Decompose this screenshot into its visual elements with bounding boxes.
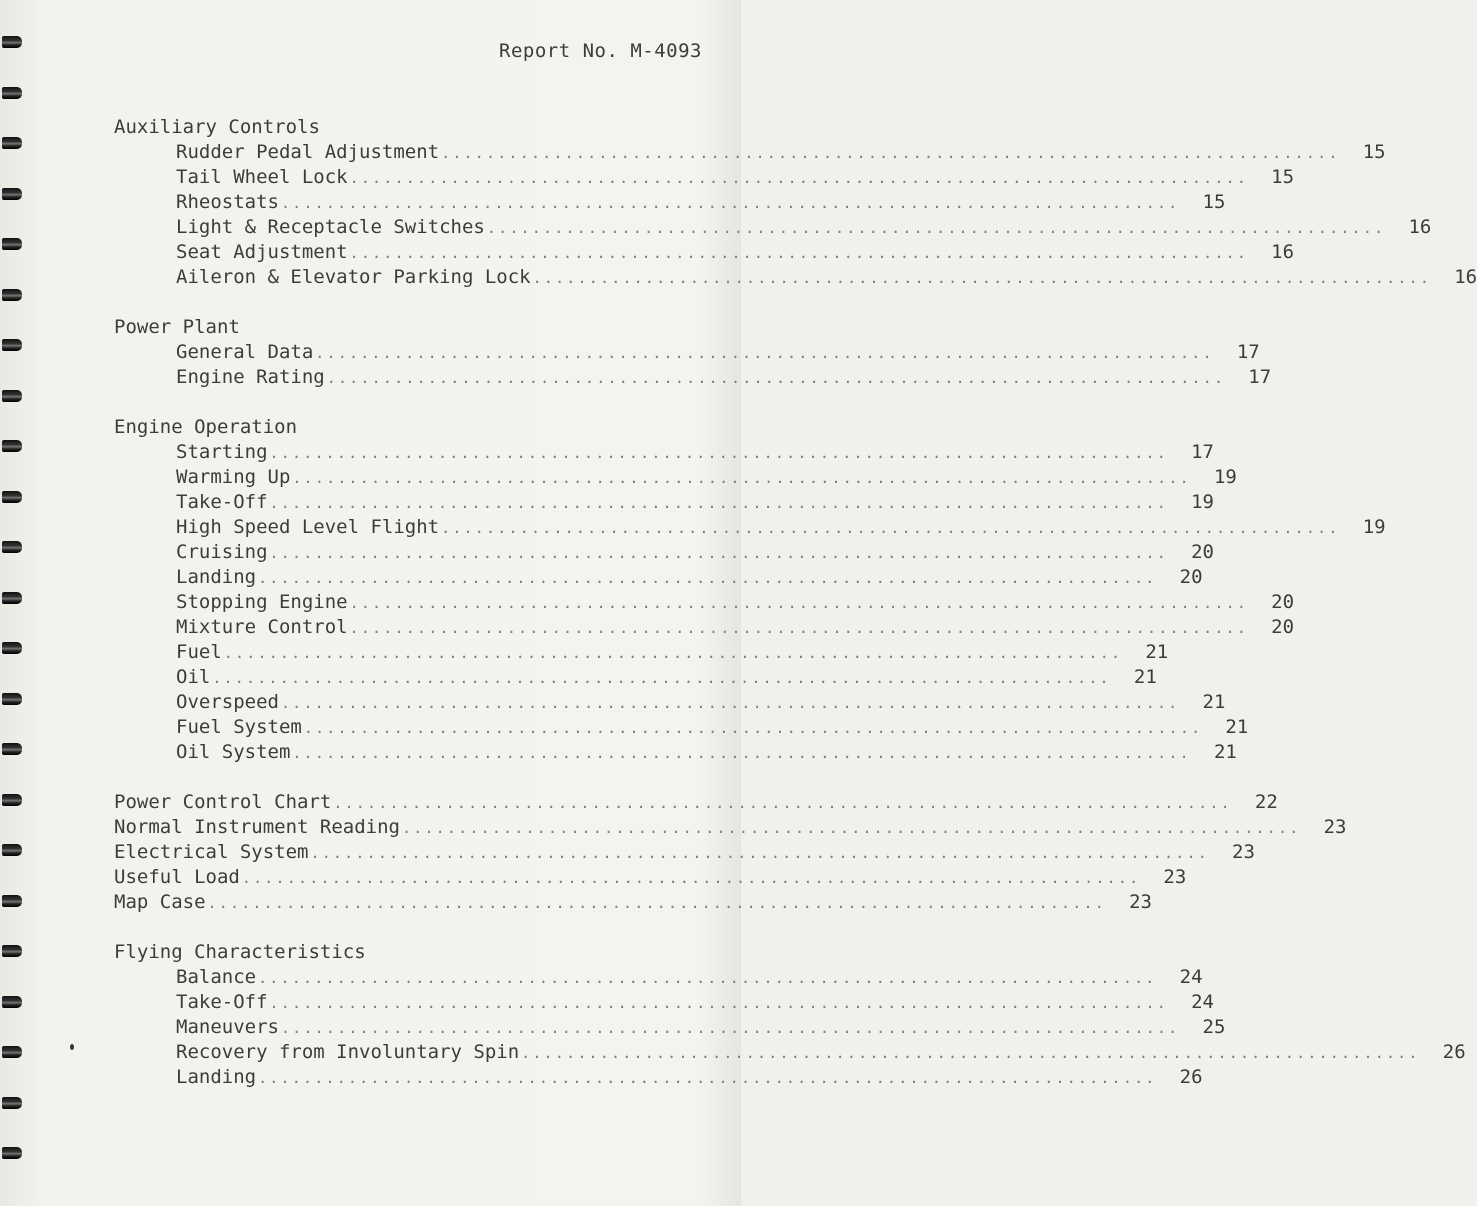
entry-title: Overspeed — [176, 691, 279, 713]
toc-entry — [114, 590, 1295, 615]
toc-section — [114, 415, 1386, 765]
binding-ring — [2, 440, 22, 452]
dot-leader: ................................................................................ — [269, 994, 1168, 1012]
entry-page-number: 20 — [1191, 541, 1214, 563]
toc-entry — [114, 715, 1249, 740]
binding-ring — [2, 844, 22, 856]
entry-title: Normal Instrument Reading — [114, 816, 400, 838]
toc-entry — [114, 340, 1260, 365]
dot-leader: ................................................................................ — [269, 444, 1168, 462]
binding-ring — [2, 693, 22, 705]
toc-entry — [114, 740, 1237, 765]
binding-ring — [2, 1147, 22, 1159]
entry-page-number: 19 — [1191, 491, 1214, 513]
entry-title: Warming Up — [176, 466, 291, 488]
entry-page-number: 16 — [1271, 241, 1295, 263]
table-of-contents — [114, 115, 1477, 1115]
binding-ring — [2, 996, 22, 1008]
toc-entry — [114, 465, 1237, 490]
binding-ring — [2, 541, 22, 553]
entry-page-number: 26 — [1179, 1066, 1203, 1088]
toc-entry — [114, 990, 1214, 1015]
dot-leader: ................................................................................ — [258, 569, 1157, 587]
entry-page-number: 17 — [1191, 441, 1214, 463]
entry-title: Light & Receptacle Switches — [176, 216, 485, 238]
binding-ring — [2, 137, 22, 149]
toc-entry — [114, 565, 1203, 590]
entry-page-number: 19 — [1213, 466, 1237, 488]
entry-page-number: 21 — [1213, 741, 1237, 763]
entry-title: Cruising — [176, 541, 268, 563]
dot-leader: ................................................................................ — [441, 519, 1340, 537]
toc-entry — [114, 540, 1214, 565]
section-heading: Flying Characteristics — [114, 941, 366, 963]
section-heading: Engine Operation — [114, 416, 298, 438]
toc-section — [114, 940, 1466, 1090]
dot-leader: ................................................................................ — [280, 194, 1180, 212]
entry-page-number: 24 — [1191, 991, 1214, 1013]
toc-entry — [114, 965, 1203, 990]
entry-title: Landing — [176, 1066, 257, 1088]
entry-page-number: 26 — [1442, 1041, 1466, 1063]
dot-leader: ................................................................................ — [258, 969, 1157, 987]
binding-ring — [2, 390, 22, 402]
entry-title: Power Control Chart — [114, 791, 332, 813]
binding-ring — [2, 339, 22, 351]
entry-title: General Data — [176, 341, 314, 363]
dot-leader: ................................................................................ — [310, 844, 1209, 862]
entry-title: Seat Adjustment — [176, 241, 348, 263]
binding-ring — [2, 1046, 22, 1058]
entry-page-number: 15 — [1202, 191, 1226, 213]
entry-page-number: 17 — [1236, 341, 1260, 363]
dot-leader: ................................................................................ — [349, 244, 1249, 262]
entry-page-number: 25 — [1202, 1016, 1226, 1038]
entry-title: Oil System — [176, 741, 291, 763]
entry-title: Landing — [176, 566, 257, 588]
entry-page-number: 20 — [1271, 616, 1295, 638]
dot-leader: ................................................................................ — [326, 369, 1226, 387]
binding-ring — [2, 592, 22, 604]
binding-ring — [2, 642, 22, 654]
dot-leader: ................................................................................ — [269, 544, 1168, 562]
dot-leader: ................................................................................ — [292, 744, 1191, 762]
entry-page-number: 21 — [1145, 641, 1169, 663]
toc-entry — [114, 440, 1214, 465]
dot-leader: ................................................................................ — [441, 144, 1340, 162]
toc-entry — [114, 515, 1386, 540]
section-heading: Auxiliary Controls — [114, 116, 320, 138]
entry-title: Recovery from Involuntary Spin — [176, 1041, 520, 1063]
dot-leader: ................................................................................ — [349, 594, 1249, 612]
entry-page-number: 22 — [1254, 791, 1278, 813]
entry-page-number: 17 — [1248, 366, 1272, 388]
dot-leader: ................................................................................ — [333, 794, 1232, 812]
binding-ring — [2, 289, 22, 301]
dot-leader: ................................................................................ — [401, 819, 1301, 837]
binding-ring — [2, 491, 22, 503]
dot-leader: ................................................................................ — [280, 1019, 1180, 1037]
section-heading: Power Plant — [114, 316, 240, 338]
dot-leader: ................................................................................ — [292, 469, 1191, 487]
toc-entry — [114, 865, 1187, 890]
toc-entry — [114, 840, 1255, 865]
entry-title: Engine Rating — [176, 366, 325, 388]
entry-title: Useful Load — [114, 866, 240, 888]
entry-title: Tail Wheel Lock — [176, 166, 348, 188]
toc-entry — [114, 815, 1347, 840]
entry-title: Electrical System — [114, 841, 309, 863]
dot-leader: ................................................................................ — [486, 219, 1386, 237]
binding-ring — [2, 945, 22, 957]
report-number: Report No. M-4093 — [499, 40, 702, 62]
entry-page-number: 15 — [1271, 166, 1295, 188]
entry-title: Maneuvers — [176, 1016, 279, 1038]
entry-title: Balance — [176, 966, 257, 988]
dot-leader: ................................................................................ — [258, 1069, 1157, 1087]
toc-entry — [114, 140, 1386, 165]
entry-title: Fuel System — [176, 716, 302, 738]
entry-page-number: 24 — [1179, 966, 1203, 988]
toc-entry — [114, 665, 1157, 690]
entry-title: High Speed Level Flight — [176, 516, 440, 538]
toc-entry — [114, 1040, 1466, 1065]
entry-page-number: 23 — [1163, 866, 1187, 888]
entry-page-number: 23 — [1129, 891, 1152, 913]
entry-title: Starting — [176, 441, 268, 463]
entry-title: Mixture Control — [176, 616, 348, 638]
entry-page-number: 19 — [1362, 516, 1386, 538]
entry-page-number: 21 — [1225, 716, 1249, 738]
entry-page-number: 23 — [1323, 816, 1347, 838]
entry-title: Oil — [176, 666, 211, 688]
binding-ring — [2, 1097, 22, 1109]
entry-page-number: 21 — [1202, 691, 1226, 713]
dot-leader: ................................................................................ — [207, 894, 1106, 912]
toc-section — [114, 115, 1477, 290]
toc-section — [114, 790, 1347, 915]
toc-entry — [114, 615, 1295, 640]
entry-title: Take-Off — [176, 491, 268, 513]
binding-ring — [2, 87, 22, 99]
binding-ring — [2, 743, 22, 755]
toc-entry — [114, 790, 1278, 815]
paper-speck — [70, 1044, 74, 1050]
toc-entry — [114, 265, 1477, 290]
binding-ring — [2, 794, 22, 806]
toc-entry — [114, 190, 1226, 215]
dot-leader: ................................................................................ — [315, 344, 1214, 362]
toc-entry — [114, 1065, 1203, 1090]
entry-title: Aileron & Elevator Parking Lock — [176, 266, 531, 288]
toc-entry — [114, 490, 1214, 515]
dot-leader: ................................................................................ — [212, 669, 1111, 687]
entry-page-number: 21 — [1133, 666, 1157, 688]
entry-title: Rheostats — [176, 191, 279, 213]
binding-ring — [2, 188, 22, 200]
dot-leader: ................................................................................ — [223, 644, 1123, 662]
toc-entry — [114, 165, 1295, 190]
entry-page-number: 23 — [1232, 841, 1255, 863]
dot-leader: ................................................................................ — [303, 719, 1203, 737]
dot-leader: ................................................................................ — [521, 1044, 1420, 1062]
binding-ring — [2, 238, 22, 250]
toc-entry — [114, 690, 1226, 715]
toc-entry — [114, 365, 1272, 390]
dot-leader: ................................................................................ — [349, 619, 1249, 637]
dot-leader: ................................................................................ — [280, 694, 1180, 712]
dot-leader: ................................................................................ — [241, 869, 1141, 887]
toc-entry — [114, 890, 1152, 915]
toc-entry — [114, 240, 1295, 265]
entry-page-number: 20 — [1179, 566, 1203, 588]
entry-title: Fuel — [176, 641, 222, 663]
dot-leader: ................................................................................ — [349, 169, 1249, 187]
entry-title: Rudder Pedal Adjustment — [176, 141, 440, 163]
toc-entry — [114, 215, 1432, 240]
toc-entry — [114, 1015, 1226, 1040]
dot-leader: ................................................................................ — [532, 269, 1432, 287]
entry-page-number: 20 — [1271, 591, 1295, 613]
dot-leader: ................................................................................ — [269, 494, 1168, 512]
entry-page-number: 16 — [1408, 216, 1432, 238]
entry-title: Take-Off — [176, 991, 268, 1013]
entry-title: Stopping Engine — [176, 591, 348, 613]
entry-title: Map Case — [114, 891, 206, 913]
entry-page-number: 16 — [1454, 266, 1477, 288]
entry-page-number: 15 — [1362, 141, 1386, 163]
binding-ring — [2, 895, 22, 907]
toc-section — [114, 315, 1272, 390]
toc-entry — [114, 640, 1169, 665]
spiral-binding — [0, 0, 30, 1206]
